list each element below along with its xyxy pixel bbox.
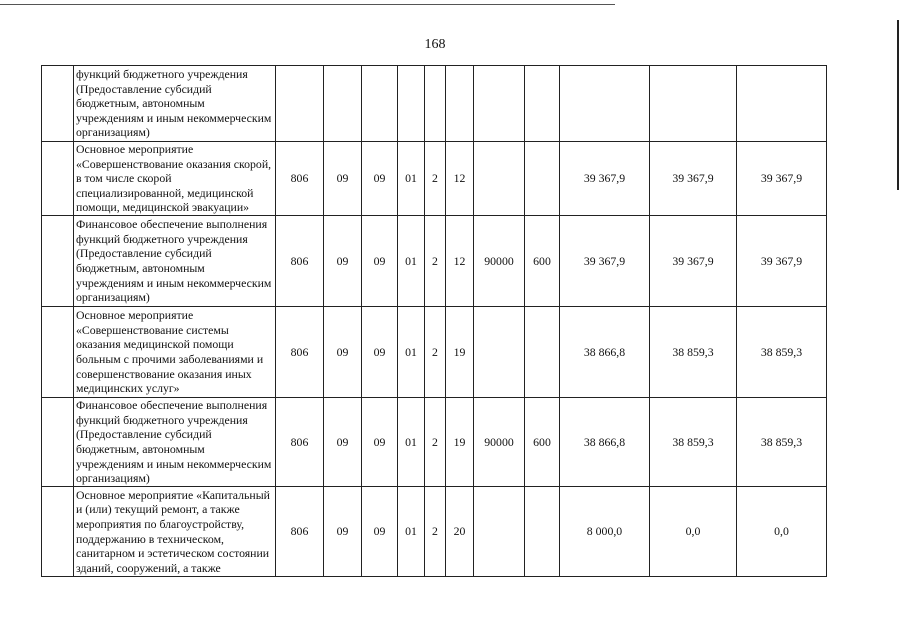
subsection-cell: 09	[362, 142, 398, 216]
measure-cell: 19	[446, 398, 474, 487]
measure-cell: 20	[446, 487, 474, 577]
expense-type-cell	[525, 307, 560, 398]
grbs-cell: 806	[276, 398, 324, 487]
amount-year3-cell	[737, 66, 827, 142]
measure-cell: 12	[446, 216, 474, 307]
index-cell	[42, 216, 74, 307]
name-cell: Основное мероприятие «Капитальный и (или) текущий ремонт, а также мероприятия по благоустройству, поддержанию в техническом, санитарном и эстетическом состоянии зданий, сооружений, а также	[74, 487, 276, 577]
subsection-cell: 09	[362, 398, 398, 487]
amount-year2-cell: 0,0	[650, 487, 737, 577]
budget-table	[41, 65, 827, 577]
table-row	[42, 66, 827, 142]
index-cell	[42, 66, 74, 142]
amount-year2-cell: 39 367,9	[650, 216, 737, 307]
amount-year1-cell: 38 866,8	[560, 307, 650, 398]
section-cell: 09	[324, 142, 362, 216]
name-cell: Основное мероприятие «Совершенствование системы оказания медицинской помощи больным с прочими заболеваниями и совершенствование оказания иных медицинских услуг»	[74, 307, 276, 398]
table-row	[42, 307, 827, 398]
top-rule	[0, 4, 615, 5]
program-cell: 01	[398, 142, 425, 216]
table-row	[42, 398, 827, 487]
grbs-cell: 806	[276, 307, 324, 398]
amount-year1-cell: 38 866,8	[560, 398, 650, 487]
program-cell: 01	[398, 216, 425, 307]
direction-cell	[474, 307, 525, 398]
amount-year1-cell: 8 000,0	[560, 487, 650, 577]
measure-cell: 12	[446, 142, 474, 216]
direction-cell: 90000	[474, 216, 525, 307]
amount-year1-cell: 39 367,9	[560, 142, 650, 216]
subsection-cell: 09	[362, 216, 398, 307]
index-cell	[42, 487, 74, 577]
amount-year3-cell: 39 367,9	[737, 216, 827, 307]
name-cell: Основное мероприятие «Совершенствование оказания скорой, в том числе скорой специализированной, медицинской помощи, медицинской эвакуации»	[74, 142, 276, 216]
index-cell	[42, 398, 74, 487]
section-cell: 09	[324, 398, 362, 487]
subprogram-cell: 2	[425, 398, 446, 487]
subprogram-cell: 2	[425, 487, 446, 577]
amount-year2-cell	[650, 66, 737, 142]
subprogram-cell: 2	[425, 216, 446, 307]
measure-cell: 19	[446, 307, 474, 398]
program-cell: 01	[398, 398, 425, 487]
scan-edge-mark	[897, 20, 899, 190]
subprogram-cell: 2	[425, 142, 446, 216]
program-cell: 01	[398, 307, 425, 398]
program-cell: 01	[398, 487, 425, 577]
subprogram-cell	[425, 66, 446, 142]
page-number: 168	[424, 37, 446, 52]
program-cell	[398, 66, 425, 142]
section-cell	[324, 66, 362, 142]
subsection-cell: 09	[362, 307, 398, 398]
direction-cell	[474, 66, 525, 142]
direction-cell	[474, 142, 525, 216]
subprogram-cell: 2	[425, 307, 446, 398]
name-cell: Финансовое обеспечение выполнения функций бюджетного учреждения (Предоставление субсидий бюджетным, автономным учреждениям и иным некоммерческим организациям)	[74, 398, 276, 487]
direction-cell: 90000	[474, 398, 525, 487]
grbs-cell: 806	[276, 142, 324, 216]
expense-type-cell: 600	[525, 398, 560, 487]
table-row	[42, 142, 827, 216]
section-cell: 09	[324, 487, 362, 577]
expense-type-cell	[525, 487, 560, 577]
grbs-cell: 806	[276, 487, 324, 577]
measure-cell	[446, 66, 474, 142]
index-cell	[42, 142, 74, 216]
amount-year1-cell: 39 367,9	[560, 216, 650, 307]
expense-type-cell	[525, 142, 560, 216]
name-cell: функций бюджетного учреждения (Предоставление субсидий бюджетным, автономным учреждениям и иным некоммерческим организациям)	[74, 66, 276, 142]
amount-year3-cell: 0,0	[737, 487, 827, 577]
amount-year2-cell: 39 367,9	[650, 142, 737, 216]
amount-year2-cell: 38 859,3	[650, 398, 737, 487]
subsection-cell	[362, 66, 398, 142]
amount-year3-cell: 38 859,3	[737, 398, 827, 487]
amount-year1-cell	[560, 66, 650, 142]
amount-year3-cell: 39 367,9	[737, 142, 827, 216]
table-row	[42, 487, 827, 577]
amount-year3-cell: 38 859,3	[737, 307, 827, 398]
table-row	[42, 216, 827, 307]
direction-cell	[474, 487, 525, 577]
name-cell: Финансовое обеспечение выполнения функций бюджетного учреждения (Предоставление субсидий бюджетным, автономным учреждениям и иным некоммерческим организациям)	[74, 216, 276, 307]
section-cell: 09	[324, 216, 362, 307]
index-cell	[42, 307, 74, 398]
section-cell: 09	[324, 307, 362, 398]
expense-type-cell: 600	[525, 216, 560, 307]
grbs-cell	[276, 66, 324, 142]
expense-type-cell	[525, 66, 560, 142]
subsection-cell: 09	[362, 487, 398, 577]
grbs-cell: 806	[276, 216, 324, 307]
amount-year2-cell: 38 859,3	[650, 307, 737, 398]
